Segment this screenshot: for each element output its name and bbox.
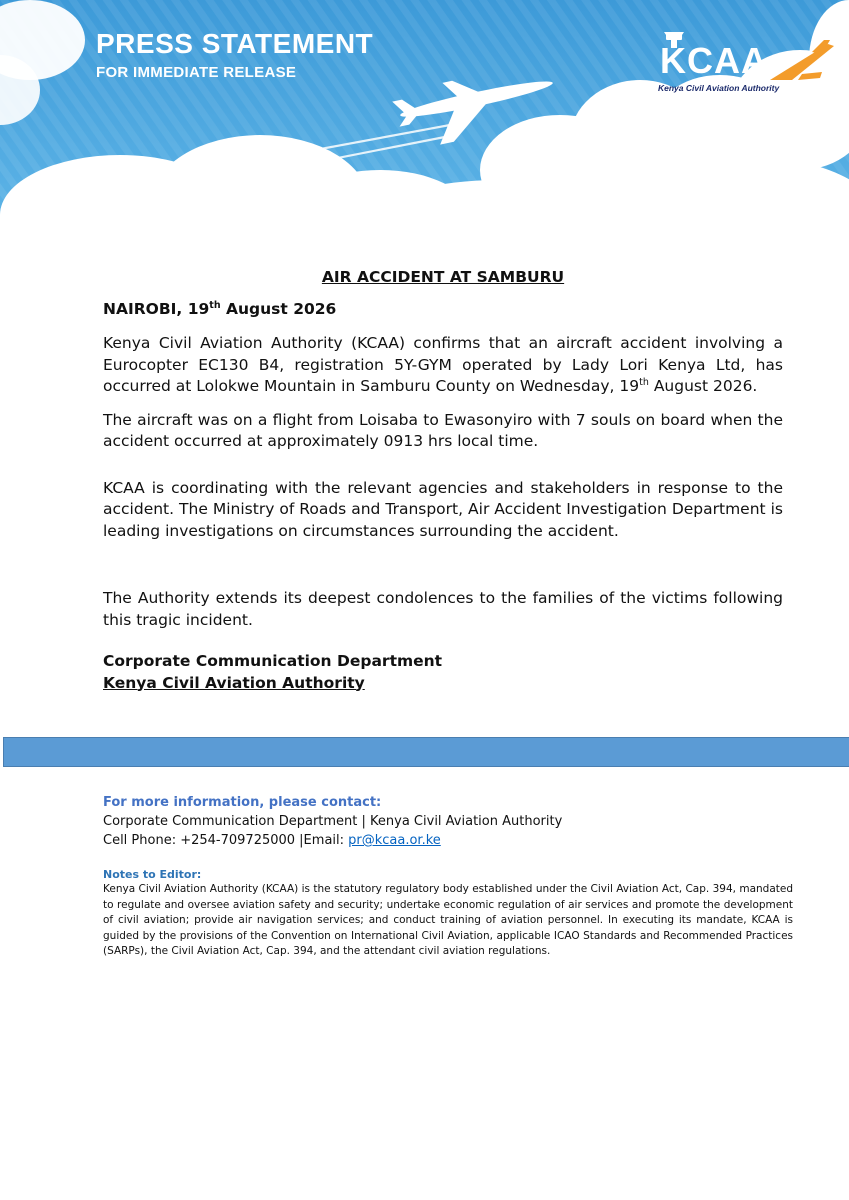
banner-title: PRESS STATEMENT <box>96 28 374 59</box>
paragraph-3: KCAA is coordinating with the relevant agencies and stakeholders in response to the accident. The Ministry of Roads and Transport, Air Accident Investigation Department is leading investigations on circumstances surrounding the accident. <box>103 478 783 540</box>
paragraph-1: Kenya Civil Aviation Authority (KCAA) confirms that an aircraft accident involving a Eurocopter EC130 B4, registration 5Y-GYM operated by Lady Lori Kenya Ltd, has occurred at Lolokwe Mountain in Samburu County on Wednesday, 19th August 2026. <box>103 334 783 395</box>
logo-wordmark: KCAA <box>660 40 768 81</box>
contact-phone-email: Cell Phone: +254-709725000 |Email: pr@kcaa.or.ke <box>103 833 441 848</box>
paragraph-2: The aircraft was on a flight from Loisaba to Ewasonyiro with 7 souls on board when the accident occurred at approximately 0913 hrs local time. <box>103 410 783 450</box>
dateline: NAIROBI, 19th August 2026 <box>103 299 337 318</box>
paragraph-4: The Authority extends its deepest condolences to the families of the victims following this tragic incident. <box>103 589 783 629</box>
contact-department: Corporate Communication Department | Kenya Civil Aviation Authority <box>103 814 563 829</box>
statement-headline: AIR ACCIDENT AT SAMBURU <box>321 268 565 286</box>
banner-subtitle: FOR IMMEDIATE RELEASE <box>96 64 297 81</box>
signature-department: Corporate Communication Department <box>103 652 443 670</box>
section-divider-bar <box>3 737 849 767</box>
notes-text: Kenya Civil Aviation Authority (KCAA) is the statutory regulatory body established under the Civil Aviation Act, Cap. 394, mandated to regulate and oversee aviation safety and security; undertake economic regulation of air services and promote the development of civil aviation; provide air navigation services; and conduct training of aviation personnel. In executing its mandate, KCAA is guided by the provisions of the Convention on International Civil Aviation, applicable ICAO Standards and Recommended Practices (SARPs), the Civil Aviation Act, Cap. 394, and the attendant civil aviation regulations. <box>103 883 793 957</box>
contact-section <box>103 795 793 960</box>
contact-heading: For more information, please contact: <box>103 795 382 810</box>
notes-heading: Notes to Editor: <box>103 868 202 881</box>
logo-caption: Kenya Civil Aviation Authority <box>658 83 780 93</box>
press-banner <box>0 0 849 215</box>
signature-authority: Kenya Civil Aviation Authority <box>103 673 365 692</box>
email-link[interactable]: pr@kcaa.or.ke <box>348 833 441 848</box>
statement-body <box>103 268 783 694</box>
kcaa-logo <box>652 28 837 108</box>
